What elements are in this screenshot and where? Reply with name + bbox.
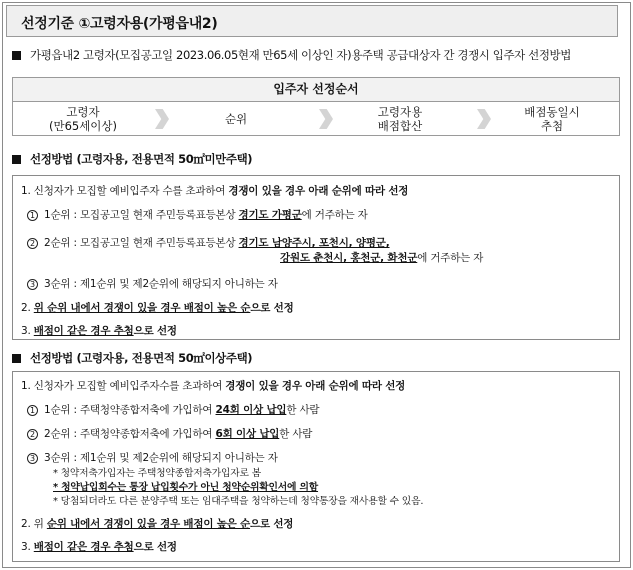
circled-number-icon: 2: [27, 429, 38, 440]
order-step-label: 고령자: [66, 105, 100, 119]
rank-count: 6회 이상 납입: [215, 428, 280, 440]
rank-suffix: 에 거주하는 자: [417, 252, 484, 264]
rank-place: 경기도 가평군: [238, 209, 302, 221]
chevron-right-icon: [155, 109, 169, 129]
method-small-item-1: [21, 183, 408, 198]
item-text: 3.: [21, 541, 34, 553]
square-bullet-icon: [12, 354, 21, 363]
order-step-lottery: [487, 105, 617, 133]
order-step-label: 고령자용: [377, 105, 423, 119]
item-bold-text: 배점이 같은 경우 추첨: [33, 325, 134, 337]
item-bold-text: 배점이 같은 경우 추첨: [33, 541, 134, 553]
chevron-right-icon: [319, 109, 333, 129]
square-bullet-icon: [12, 51, 21, 60]
rank-label: 2순위 : 모집공고일 현재 주민등록표등본상: [44, 237, 239, 249]
document-title: 선정기준 ①고령자용(가평읍내2): [21, 16, 218, 32]
method-large-box: [12, 371, 620, 562]
method-large-note-2: * 청약납입회수는 통장 납입횟수가 아닌 청약순위확인서에 의함: [53, 482, 319, 493]
rank-label: 1순위 : 모집공고일 현재 주민등록표등본상: [44, 209, 239, 221]
circled-number-icon: 1: [27, 210, 38, 221]
method-large-note-1: * 청약저축가입자는 주택청약종합저축가입자로 봄: [53, 468, 261, 479]
rank-label: 2순위 : 주택청약종합저축에 가입하여: [44, 428, 216, 440]
selection-order-table: [12, 77, 620, 136]
item-bold-text: 경쟁이 있을 경우 아래 순위에 따라 선정: [228, 185, 409, 197]
rank-label: 1순위 : 주택청약종합저축에 가입하여: [44, 404, 216, 416]
method-small-item-2: [21, 300, 294, 315]
method-small-item-3: [21, 323, 177, 338]
method-small-box: [12, 175, 620, 340]
title-banner: [6, 5, 618, 37]
circled-number-icon: 3: [27, 279, 38, 290]
method-large-rank-1: [27, 402, 319, 417]
method-large-heading: [12, 350, 252, 366]
intro-heading: [12, 47, 571, 63]
rank-place: 경기도 남양주시, 포천시, 양평군,: [238, 237, 390, 249]
item-text: 2. 위: [21, 518, 47, 530]
item-suffix: 으로 선정: [133, 325, 177, 337]
method-large-item-3: [21, 539, 177, 554]
order-step-sublabel: (만65세이상): [48, 119, 118, 133]
order-step-sublabel: 추첨: [540, 119, 564, 133]
rank-count: 24회 이상 납입: [215, 404, 287, 416]
item-text: 2.: [21, 302, 34, 314]
method-large-heading-text: 선정방법 (고령자용, 전용면적 50㎡이상주택): [30, 351, 253, 365]
order-step-sublabel: 배점합산: [377, 119, 423, 133]
item-suffix: 으로 선정: [250, 518, 294, 530]
method-large-item-1: [21, 378, 405, 393]
method-large-item-2: [21, 516, 293, 531]
method-small-heading-text: 선정방법 (고령자용, 전용면적 50㎡미만주택): [30, 152, 253, 166]
method-small-rank-3: [27, 276, 278, 291]
circled-number-icon: 2: [27, 238, 38, 249]
method-large-rank-2: [27, 426, 312, 441]
method-small-rank-1: [27, 207, 368, 222]
order-step-elderly: [18, 105, 148, 133]
order-step-label: 배점동일시: [524, 105, 580, 119]
item-bold-text: 위 순위 내에서 경쟁이 있을 경우 배점이 높은 순: [33, 302, 251, 314]
intro-heading-text: 가평읍내2 고령자(모집공고일 2023.06.05현재 만65세 이상인 자)용주택 공급대상자 간 경쟁시 입주자 선정방법: [30, 48, 571, 62]
method-small-rank-2: [27, 235, 390, 250]
rank-suffix: 에 거주하는 자: [301, 209, 368, 221]
item-text: 3.: [21, 325, 34, 337]
order-step-label: 순위: [224, 112, 248, 126]
selection-order-header: 입주자 선정순서: [13, 78, 619, 102]
circled-number-icon: 3: [27, 453, 38, 464]
item-suffix: 으로 선정: [133, 541, 177, 553]
order-step-score-sum: [335, 105, 465, 133]
rank-suffix: 한 사람: [279, 428, 313, 440]
circled-number-icon: 1: [27, 405, 38, 416]
item-bold-text: 경쟁이 있을 경우 아래 순위에 따라 선정: [225, 380, 406, 392]
method-small-rank-2-cont: [280, 250, 483, 265]
selection-order-steps: [13, 102, 619, 136]
item-bold-text: 순위 내에서 경쟁이 있을 경우 배점이 높은 순: [46, 518, 251, 530]
item-suffix: 으로 선정: [250, 302, 294, 314]
rank-label: 3순위 : 제1순위 및 제2순위에 해당되지 아니하는 자: [44, 278, 278, 290]
order-step-rank: [171, 112, 301, 126]
rank-place: 강원도 춘천시, 홍천군, 화천군: [280, 252, 418, 264]
item-text: 1. 신청자가 모집할 예비입주자수를 초과하여: [21, 380, 226, 392]
square-bullet-icon: [12, 155, 21, 164]
rank-label: 3순위 : 제1순위 및 제2순위에 해당되지 아니하는 자: [44, 452, 278, 464]
item-text: 1. 신청자가 모집할 예비입주자 수를 초과하여: [21, 185, 229, 197]
method-large-rank-3: [27, 450, 278, 465]
rank-suffix: 한 사람: [286, 404, 320, 416]
method-large-note-3: * 당첨되더라도 다른 분양주택 또는 임대주택을 청약하는데 청약통장을 재사용할 수 있음.: [53, 496, 424, 507]
method-small-heading: [12, 151, 252, 167]
